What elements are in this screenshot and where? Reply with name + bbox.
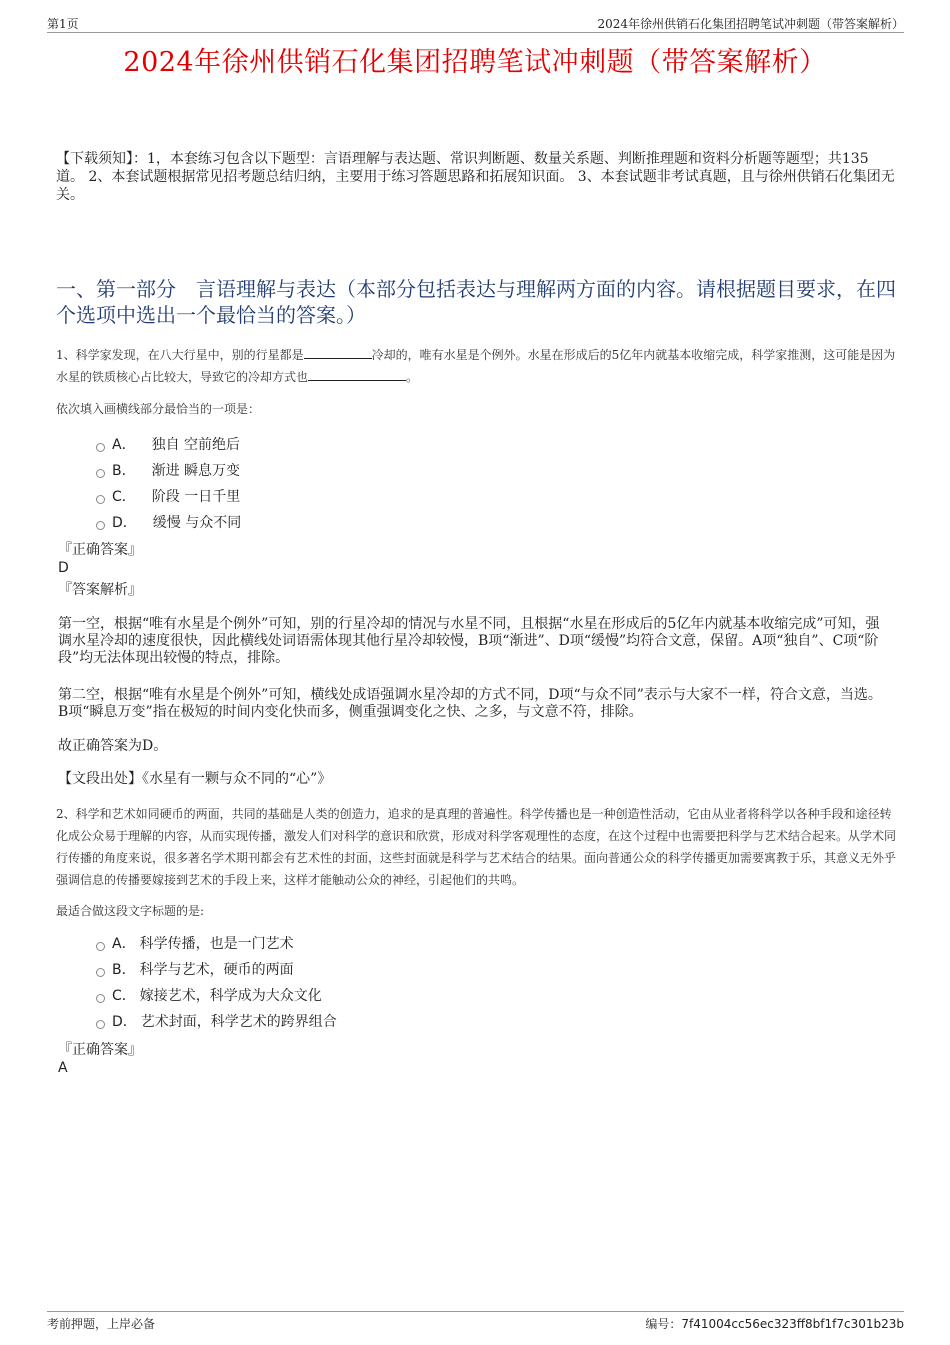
option-a[interactable]: A． 科学传播，也是一门艺术 — [96, 931, 596, 957]
radio-icon[interactable] — [96, 443, 105, 452]
download-notice: 【下载须知】：1，本套练习包含以下题型：言语理解与表达题、常识判断题、数量关系题、判断推理题和资料分析题等题型；共135道。 2、本套试题根据常见招考题总结归纳，主要用于练习答题思路和拓展知识面。 3、本套试题非考试真题，且与徐州供销石化集团无关。 — [56, 151, 895, 203]
analysis-label: 『答案解析』 — [58, 582, 142, 598]
option-b[interactable]: B． 科学与艺术，硬币的两面 — [96, 957, 596, 983]
fill-blank-2 — [308, 368, 406, 381]
option-d[interactable]: D． 缓慢 与众不同 — [96, 510, 596, 536]
option-d[interactable]: D． 艺术封面，科学艺术的跨界组合 — [96, 1009, 596, 1035]
radio-icon[interactable] — [96, 469, 105, 478]
question-2-prompt: 最适合做这段文字标题的是: — [56, 904, 205, 918]
question-1-options — [96, 432, 596, 536]
radio-icon[interactable] — [96, 942, 105, 951]
section-heading: 一、第一部分 言语理解与表达（本部分包括表达与理解两方面的内容。请根据题目要求，在四个选项中选出一个最恰当的答案。） — [56, 277, 896, 327]
source-citation: 【文段出处】《水星有一颗与众不同的“心”》 — [58, 771, 332, 787]
answer-label: 『正确答案』 — [58, 542, 142, 558]
page-title: 2024年徐州供销石化集团招聘笔试冲刺题（带答案解析） — [123, 47, 827, 78]
question-1-text: 1、科学家发现，在八大行星中，别的行星都是 冷却的，唯有水星是个例外。水星在形成后的5亿年内就基本收缩完成，科学家推测，这可能是因为水星的铁质核心占比较大，导致它的冷却方式也 。 — [56, 348, 896, 384]
analysis-paragraph-2: 第二空，根据“唯有水星是个例外”可知，横线处成语强调水星冷却的方式不同，D项“与众不同”表示与大家不一样，符合文意，当选。B项“瞬息万变”指在极短的时间内变化快而多，侧重强调变化之快、之多，与文意不符，排除。 — [58, 687, 882, 720]
fill-blank-1 — [304, 346, 372, 359]
option-b[interactable]: B． 渐进 瞬息万变 — [96, 458, 596, 484]
question-2-text: 2、科学和艺术如同硬币的两面，共同的基础是人类的创造力，追求的是真理的普遍性。科学传播也是一种创造性活动，它由从业者将科学以各种手段和途径转化成公众易于理解的内容，从而实现传播，激发人们对科学的意识和欣赏，形成对科学客观理性的态度，在这个过程中也需要把科学与艺术结合起来。从学术同行传播的角度来说，很多著名学术期刊都会有艺术性的封面，这些封面就是科学与艺术结合的结果。面向普通公众的科学传播更加需要寓教于乐，其意义无外乎强调信息的传播要嫁接到艺术的手段上来，这样才能触动公众的神经，引起他们的共鸣。 — [56, 807, 897, 887]
radio-icon[interactable] — [96, 1020, 105, 1029]
answer-value: A — [58, 1060, 68, 1076]
radio-icon[interactable] — [96, 495, 105, 504]
question-1-prompt: 依次填入画横线部分最恰当的一项是： — [56, 402, 261, 416]
page-number: 第1页 — [47, 17, 79, 31]
header-doc-title: 2024年徐州供销石化集团招聘笔试冲刺题（带答案解析） — [597, 17, 904, 31]
option-c[interactable]: C． 嫁接艺术，科学成为大众文化 — [96, 983, 596, 1009]
option-a[interactable]: A． 独自 空前绝后 — [96, 432, 596, 458]
page-footer — [47, 1311, 904, 1332]
analysis-conclusion: 故正确答案为D。 — [58, 738, 168, 754]
radio-icon[interactable] — [96, 994, 105, 1003]
answer-value: D — [58, 560, 69, 576]
footer-doc-id: 编号：7f41004cc56ec323ff8bf1f7c301b23b — [645, 1317, 904, 1331]
answer-label: 『正确答案』 — [58, 1042, 142, 1058]
footer-slogan: 考前押题，上岸必备 — [47, 1317, 156, 1331]
page-header — [47, 14, 904, 33]
option-c[interactable]: C． 阶段 一日千里 — [96, 484, 596, 510]
radio-icon[interactable] — [96, 968, 105, 977]
analysis-paragraph-1: 第一空，根据“唯有水星是个例外”可知，别的行星冷却的情况与水星不同，且根据“水星在形成后的5亿年内就基本收缩完成”可知，强调水星冷却的速度很快，因此横线处词语需体现其他行星冷却较慢，B项“渐进”、D项“缓慢”均符合文意，保留。A项“独自”、C项“阶段”均无法体现出较慢的特点，排除。 — [58, 616, 880, 666]
radio-icon[interactable] — [96, 521, 105, 530]
question-2-options — [96, 931, 596, 1035]
